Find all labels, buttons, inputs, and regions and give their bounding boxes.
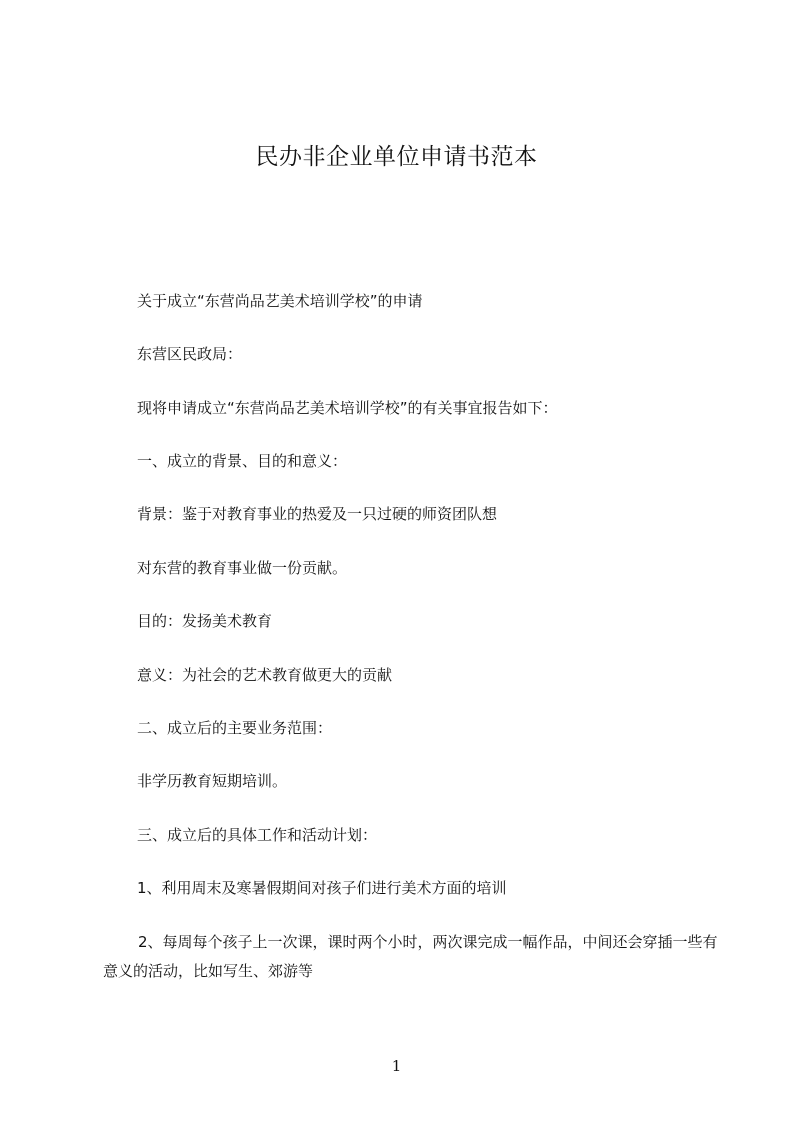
addressee: 东营区民政局： <box>137 345 243 363</box>
scope-paragraph: 非学历教育短期培训。 <box>137 772 288 790</box>
page-number: 1 <box>391 1057 402 1075</box>
significance-paragraph: 意义：为社会的艺术教育做更大的贡献 <box>137 666 393 684</box>
section-heading-scope: 二、成立后的主要业务范围： <box>137 719 333 737</box>
section-heading-plan: 三、成立后的具体工作和活动计划： <box>137 826 378 844</box>
background-paragraph: 背景：鉴于对教育事业的热爱及一只过硬的师资团队想 <box>137 505 498 523</box>
page-title: 民办非企业单位申请书范本 <box>255 144 538 170</box>
background-continued: 对东营的教育事业做一份贡献。 <box>137 559 348 577</box>
section-heading-background: 一、成立的背景、目的和意义： <box>137 452 348 470</box>
plan-item-1: 1、利用周末及寒暑假期间对孩子们进行美术方面的培训 <box>137 879 507 897</box>
intro-paragraph: 现将申请成立“东营尚品艺美术培训学校”的有关事宜报告如下： <box>137 399 558 417</box>
application-subject: 关于成立“东营尚品艺美术培训学校”的申请 <box>137 292 423 310</box>
plan-item-2: 2、每周每个孩子上一次课，课时两个小时，两次课完成一幅作品，中间还会穿插一些有意义的活动，比如写生、郊游等 <box>103 933 718 980</box>
purpose-paragraph: 目的：发扬美术教育 <box>137 612 273 630</box>
